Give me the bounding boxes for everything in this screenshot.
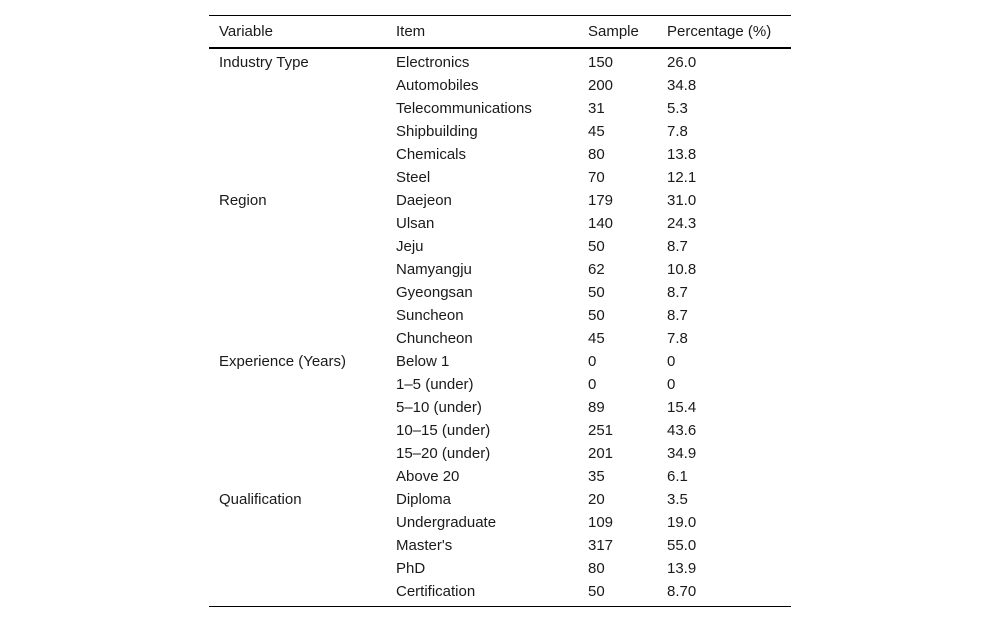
table-row: [209, 258, 791, 281]
cell-item: Shipbuilding: [396, 123, 478, 140]
cell-sample: 45: [588, 123, 605, 140]
cell-sample: 179: [588, 192, 614, 209]
table-row: [209, 166, 791, 189]
cell-sample: 0: [588, 376, 597, 393]
cell-percentage: 3.5: [667, 491, 688, 508]
cell-item: Suncheon: [396, 307, 464, 324]
cell-percentage: 19.0: [667, 514, 697, 531]
cell-sample: 201: [588, 445, 614, 462]
cell-percentage: 26.0: [667, 54, 697, 71]
cell-variable: [209, 327, 386, 350]
cell-percentage: 15.4: [667, 399, 697, 416]
cell-percentage: 34.8: [667, 77, 697, 94]
cell-variable: Experience (Years): [219, 353, 347, 370]
cell-item: 15–20 (under): [396, 445, 491, 462]
header-variable: Variable: [219, 23, 273, 40]
cell-percentage: 13.8: [667, 146, 697, 163]
cell-variable: [209, 419, 386, 442]
cell-item: Chuncheon: [396, 330, 473, 347]
cell-item: Telecommunications: [396, 100, 532, 117]
table-row: [209, 281, 791, 304]
cell-item: Automobiles: [396, 77, 479, 94]
cell-variable: Industry Type: [219, 54, 309, 71]
table-row: [209, 212, 791, 235]
cell-variable: [209, 304, 386, 327]
cell-variable: Qualification: [219, 491, 302, 508]
cell-item: Diploma: [396, 491, 452, 508]
cell-percentage: 0: [667, 353, 676, 370]
table-row: [209, 235, 791, 258]
table-row: [209, 373, 791, 396]
cell-percentage: 31.0: [667, 192, 697, 209]
cell-sample: 45: [588, 330, 605, 347]
data-table-container: [209, 15, 791, 607]
cell-percentage: 7.8: [667, 123, 688, 140]
cell-percentage: 8.7: [667, 284, 688, 301]
cell-sample: 251: [588, 422, 614, 439]
table-row: [209, 189, 791, 212]
cell-item: Steel: [396, 169, 431, 186]
table-row: [209, 120, 791, 143]
cell-percentage: 6.1: [667, 468, 688, 485]
cell-variable: [209, 557, 386, 580]
demographics-table: [209, 15, 791, 607]
cell-sample: 50: [588, 583, 605, 600]
cell-variable: [209, 258, 386, 281]
cell-sample: 89: [588, 399, 605, 416]
header-row: [209, 16, 791, 49]
cell-variable: [209, 235, 386, 258]
cell-item: 5–10 (under): [396, 399, 482, 416]
table-row: [209, 557, 791, 580]
table-row: [209, 419, 791, 442]
table-row: [209, 488, 791, 511]
header-sample: Sample: [588, 23, 639, 40]
cell-sample: 200: [588, 77, 614, 94]
table-row: [209, 442, 791, 465]
cell-variable: [209, 212, 386, 235]
cell-sample: 70: [588, 169, 605, 186]
cell-percentage: 8.7: [667, 307, 688, 324]
cell-item: 1–5 (under): [396, 376, 474, 393]
cell-variable: [209, 534, 386, 557]
cell-sample: 80: [588, 560, 605, 577]
table-row: [209, 327, 791, 350]
header-percentage: Percentage (%): [667, 23, 772, 40]
cell-variable: [209, 143, 386, 166]
cell-variable: [209, 396, 386, 419]
cell-variable: [209, 580, 386, 607]
table-row: [209, 143, 791, 166]
table-row: [209, 304, 791, 327]
cell-sample: 50: [588, 238, 605, 255]
cell-variable: [209, 166, 386, 189]
cell-item: Chemicals: [396, 146, 467, 163]
cell-sample: 140: [588, 215, 614, 232]
table-row: [209, 74, 791, 97]
cell-percentage: 55.0: [667, 537, 697, 554]
header-item: Item: [396, 23, 426, 40]
cell-percentage: 7.8: [667, 330, 688, 347]
cell-percentage: 12.1: [667, 169, 697, 186]
table-row: [209, 48, 791, 74]
cell-sample: 50: [588, 284, 605, 301]
cell-percentage: 5.3: [667, 100, 688, 117]
cell-item: Gyeongsan: [396, 284, 473, 301]
cell-sample: 317: [588, 537, 614, 554]
cell-variable: [209, 465, 386, 488]
cell-item: Above 20: [396, 468, 460, 485]
cell-item: Certification: [396, 583, 476, 600]
cell-item: Ulsan: [396, 215, 435, 232]
cell-variable: Region: [219, 192, 267, 209]
cell-percentage: 8.70: [667, 583, 697, 600]
cell-sample: 80: [588, 146, 605, 163]
cell-sample: 62: [588, 261, 605, 278]
table-row: [209, 97, 791, 120]
cell-percentage: 34.9: [667, 445, 697, 462]
cell-item: 10–15 (under): [396, 422, 491, 439]
cell-percentage: 0: [667, 376, 676, 393]
cell-sample: 150: [588, 54, 614, 71]
cell-item: Namyangju: [396, 261, 472, 278]
cell-variable: [209, 442, 386, 465]
table-body: [209, 48, 791, 607]
cell-item: Below 1: [396, 353, 450, 370]
cell-item: Master's: [396, 537, 453, 554]
cell-variable: [209, 74, 386, 97]
table-row: [209, 396, 791, 419]
cell-percentage: 24.3: [667, 215, 697, 232]
cell-variable: [209, 281, 386, 304]
cell-sample: 0: [588, 353, 597, 370]
cell-item: Daejeon: [396, 192, 452, 209]
cell-item: Electronics: [396, 54, 470, 71]
cell-item: PhD: [396, 560, 426, 577]
table-row: [209, 534, 791, 557]
cell-sample: 35: [588, 468, 605, 485]
cell-sample: 109: [588, 514, 614, 531]
cell-percentage: 10.8: [667, 261, 697, 278]
table-row: [209, 511, 791, 534]
cell-sample: 20: [588, 491, 605, 508]
cell-variable: [209, 511, 386, 534]
cell-variable: [209, 97, 386, 120]
table-row: [209, 465, 791, 488]
cell-variable: [209, 120, 386, 143]
table-header: [209, 16, 791, 49]
table-row: [209, 350, 791, 373]
cell-sample: 31: [588, 100, 605, 117]
cell-item: Jeju: [396, 238, 424, 255]
cell-percentage: 43.6: [667, 422, 697, 439]
cell-variable: [209, 373, 386, 396]
cell-sample: 50: [588, 307, 605, 324]
cell-percentage: 8.7: [667, 238, 688, 255]
table-row: [209, 580, 791, 607]
cell-item: Undergraduate: [396, 514, 497, 531]
cell-percentage: 13.9: [667, 560, 697, 577]
